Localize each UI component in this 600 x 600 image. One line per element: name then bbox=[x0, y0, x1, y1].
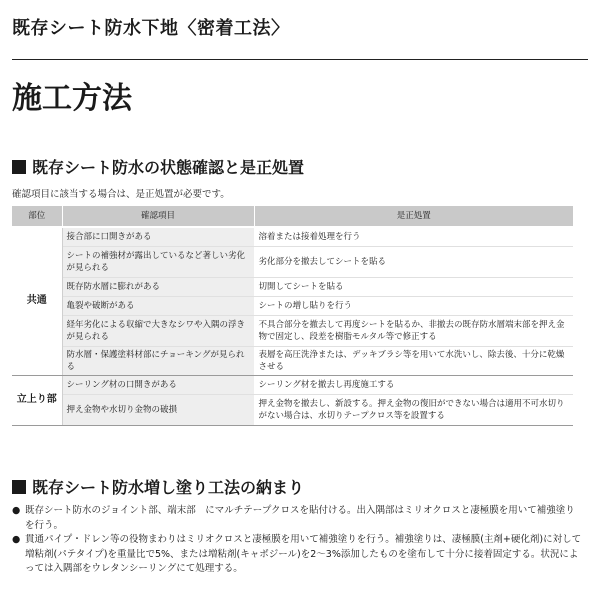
table-row bbox=[12, 296, 573, 315]
column-header-check-item: 確認項目 bbox=[62, 206, 254, 227]
section-heading-status-check bbox=[12, 158, 304, 178]
bullet-dot-icon: ● bbox=[12, 505, 21, 516]
correction-cell: 劣化部分を撤去してシートを貼る bbox=[254, 246, 573, 277]
correction-cell: 不具合部分を撤去して再度シートを貼るか、非撤去の既存防水層端末部を押え金物で固定し、段差を樹脂モルタル等で修正する bbox=[254, 315, 573, 346]
correction-cell: シートの増し貼りを行う bbox=[254, 296, 573, 315]
correction-cell: 溶着または接着処理を行う bbox=[254, 227, 573, 246]
header-divider bbox=[12, 59, 588, 60]
status-check-table bbox=[12, 206, 573, 426]
section-heading-text: 既存シート防水増し塗り工法の納まり bbox=[32, 478, 305, 497]
table-header-row bbox=[12, 206, 573, 227]
column-header-correction: 是正処置 bbox=[254, 206, 573, 227]
page-title: 施工方法 bbox=[12, 81, 132, 116]
table-row bbox=[12, 227, 573, 246]
column-header-part: 部位 bbox=[12, 206, 62, 227]
check-item-cell: シーリング材の口開きがある bbox=[62, 375, 254, 394]
part-cell-common: 共通 bbox=[12, 227, 62, 375]
section-heading-text: 既存シート防水の状態確認と是正処置 bbox=[32, 158, 305, 177]
table-row bbox=[12, 375, 573, 394]
square-bullet-icon bbox=[12, 160, 26, 174]
section-heading-overcoat-detail bbox=[12, 478, 304, 498]
check-item-cell: 経年劣化による収縮で大きなシワや入隅の浮きが見られる bbox=[62, 315, 254, 346]
check-item-cell: 既存防水層に膨れがある bbox=[62, 277, 254, 296]
check-item-cell: 防水層・保護塗料材部にチョーキングが見られる bbox=[62, 346, 254, 375]
correction-cell: シーリング材を撤去し再度施工する bbox=[254, 375, 573, 394]
correction-cell: 表層を高圧洗浄または、デッキブラシ等を用いて水洗いし、除去後、十分に乾燥させる bbox=[254, 346, 573, 375]
intro-note: 確認項目に該当する場合は、是正処置が必要です。 bbox=[12, 189, 230, 200]
square-bullet-icon bbox=[12, 480, 26, 494]
correction-cell: 切開してシートを貼る bbox=[254, 277, 573, 296]
table-row bbox=[12, 394, 573, 425]
check-item-cell: シートの補強材が露出しているなど著しい劣化が見られる bbox=[62, 246, 254, 277]
table-row bbox=[12, 246, 573, 277]
detail-bullet-list bbox=[12, 504, 582, 577]
check-item-cell: 亀裂や破断がある bbox=[62, 296, 254, 315]
table-row bbox=[12, 277, 573, 296]
list-item bbox=[12, 504, 582, 533]
table-row bbox=[12, 315, 573, 346]
table-row bbox=[12, 346, 573, 375]
correction-cell: 押え金物を撤去し、新設する。押え金物の復旧ができない場合は適用不可水切りがない場合は、水切りテープクロス等を設置する bbox=[254, 394, 573, 425]
check-item-cell: 押え金物や水切り金物の破損 bbox=[62, 394, 254, 425]
list-item-text: 既存シート防水のジョイント部、端末部 にマルチテープクロスを貼付ける。出入隅部はミリオクロスと凄極膜を用いて補強塗りを行う。 bbox=[25, 505, 575, 531]
list-item bbox=[12, 533, 582, 577]
page-header bbox=[12, 17, 588, 116]
check-item-cell: 接合部に口開きがある bbox=[62, 227, 254, 246]
header-title: 既存シート防水下地〈密着工法〉 bbox=[12, 18, 290, 39]
part-cell-upstand: 立上り部 bbox=[12, 375, 62, 425]
list-item-text: 貫通パイプ・ドレン等の役物まわりはミリオクロスと凄極膜を用いて補強塗りを行う。補強塗りは、凄極膜(主剤+硬化剤)に対して増粘剤(パテタイプ)を重量比で5%、または増粘剤(キャボジール)を2～3%添加したものを塗布して十分に接着固定する。状況によっては入隅部をウレタンシーリングにて処理する。 bbox=[25, 534, 582, 574]
bullet-dot-icon: ● bbox=[12, 534, 21, 545]
